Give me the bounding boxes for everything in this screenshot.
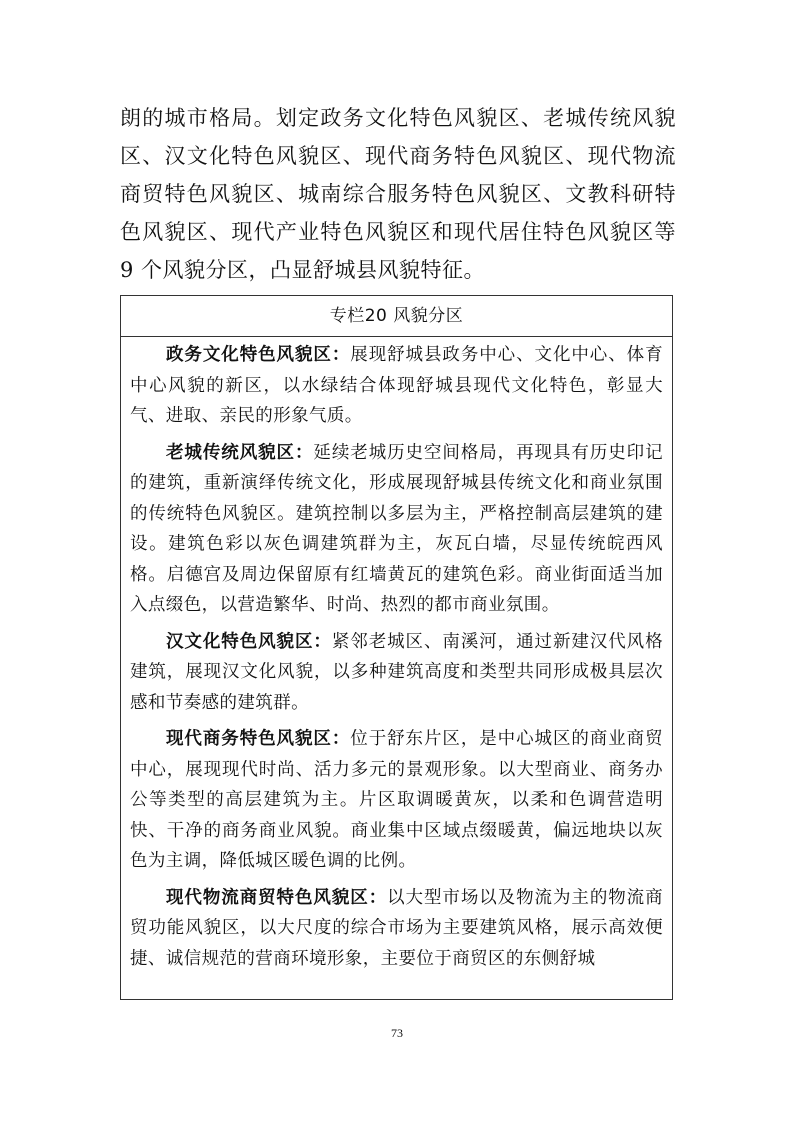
intro-paragraph: 朗的城市格局。划定政务文化特色风貌区、老城传统风貌区、汉文化特色风貌区、现代商务特色风貌区、现代物流商贸特色风貌区、城南综合服务特色风貌区、文教科研特色风貌区、现代产业特色风貌区和现代居住特色风貌区等 9 个风貌分区，凸显舒城县风貌特征。 bbox=[120, 106, 676, 282]
zone-han-culture bbox=[130, 627, 663, 719]
zone-name: 政务文化特色风貌区： bbox=[166, 345, 351, 365]
zone-description: 紧邻老城区、南溪河，通过新建汉代风格建筑，展现汉文化风貌，以多种建筑高度和类型共同形成极具层次感和节奏感的建筑群。 bbox=[130, 631, 663, 713]
box-title: 专栏20 风貌分区 bbox=[121, 296, 672, 337]
zone-name: 现代商务特色风貌区： bbox=[166, 729, 351, 749]
zone-modern-business bbox=[130, 724, 663, 877]
zone-description: 以大型市场以及物流为主的物流商贸功能风貌区，以大尺度的综合市场为主要建筑风格，展示高效便捷、诚信规范的营商环境形象，主要位于商贸区的东侧舒城 bbox=[130, 887, 663, 969]
zone-description: 展现舒城县政务中心、文化中心、体育中心风貌的新区，以水绿结合体现舒城县现代文化特色，彰显大气、进取、亲民的形象气质。 bbox=[130, 345, 663, 426]
zone-name: 老城传统风貌区： bbox=[166, 442, 314, 463]
zone-description: 位于舒东片区，是中心城区的商业商贸中心，展现现代时尚、活力多元的景观形象。以大型商业、商务办公等类型的高层建筑为主。片区取调暖黄灰，以柔和色调营造明快、干净的商务商业风貌。商业集中区域点缀暖黄，偏远地块以灰色为主调，降低城区暖色调的比例。 bbox=[130, 729, 663, 871]
page-number: 73 bbox=[391, 1026, 403, 1040]
zone-name: 汉文化特色风貌区： bbox=[166, 631, 332, 652]
zone-government-culture bbox=[130, 340, 663, 432]
sidebar-box-zones bbox=[120, 295, 673, 1000]
zone-name: 现代物流商贸特色风貌区： bbox=[166, 887, 388, 908]
zone-old-town bbox=[130, 438, 663, 621]
box-body bbox=[121, 337, 672, 974]
zone-logistics-trade bbox=[130, 883, 663, 975]
zone-description: 延续老城历史空间格局，再现具有历史印记的建筑，重新演绎传统文化，形成展现舒城县传统文化和商业氛围的传统特色风貌区。建筑控制以多层为主，严格控制高层建筑的建设。建筑色彩以灰色调建筑群为主，灰瓦白墙，尽显传统皖西风格。启德宫及周边保留原有红墙黄瓦的建筑色彩。商业街面适当加入点缀色，以营造繁华、时尚、热烈的都市商业氛围。 bbox=[130, 442, 663, 615]
